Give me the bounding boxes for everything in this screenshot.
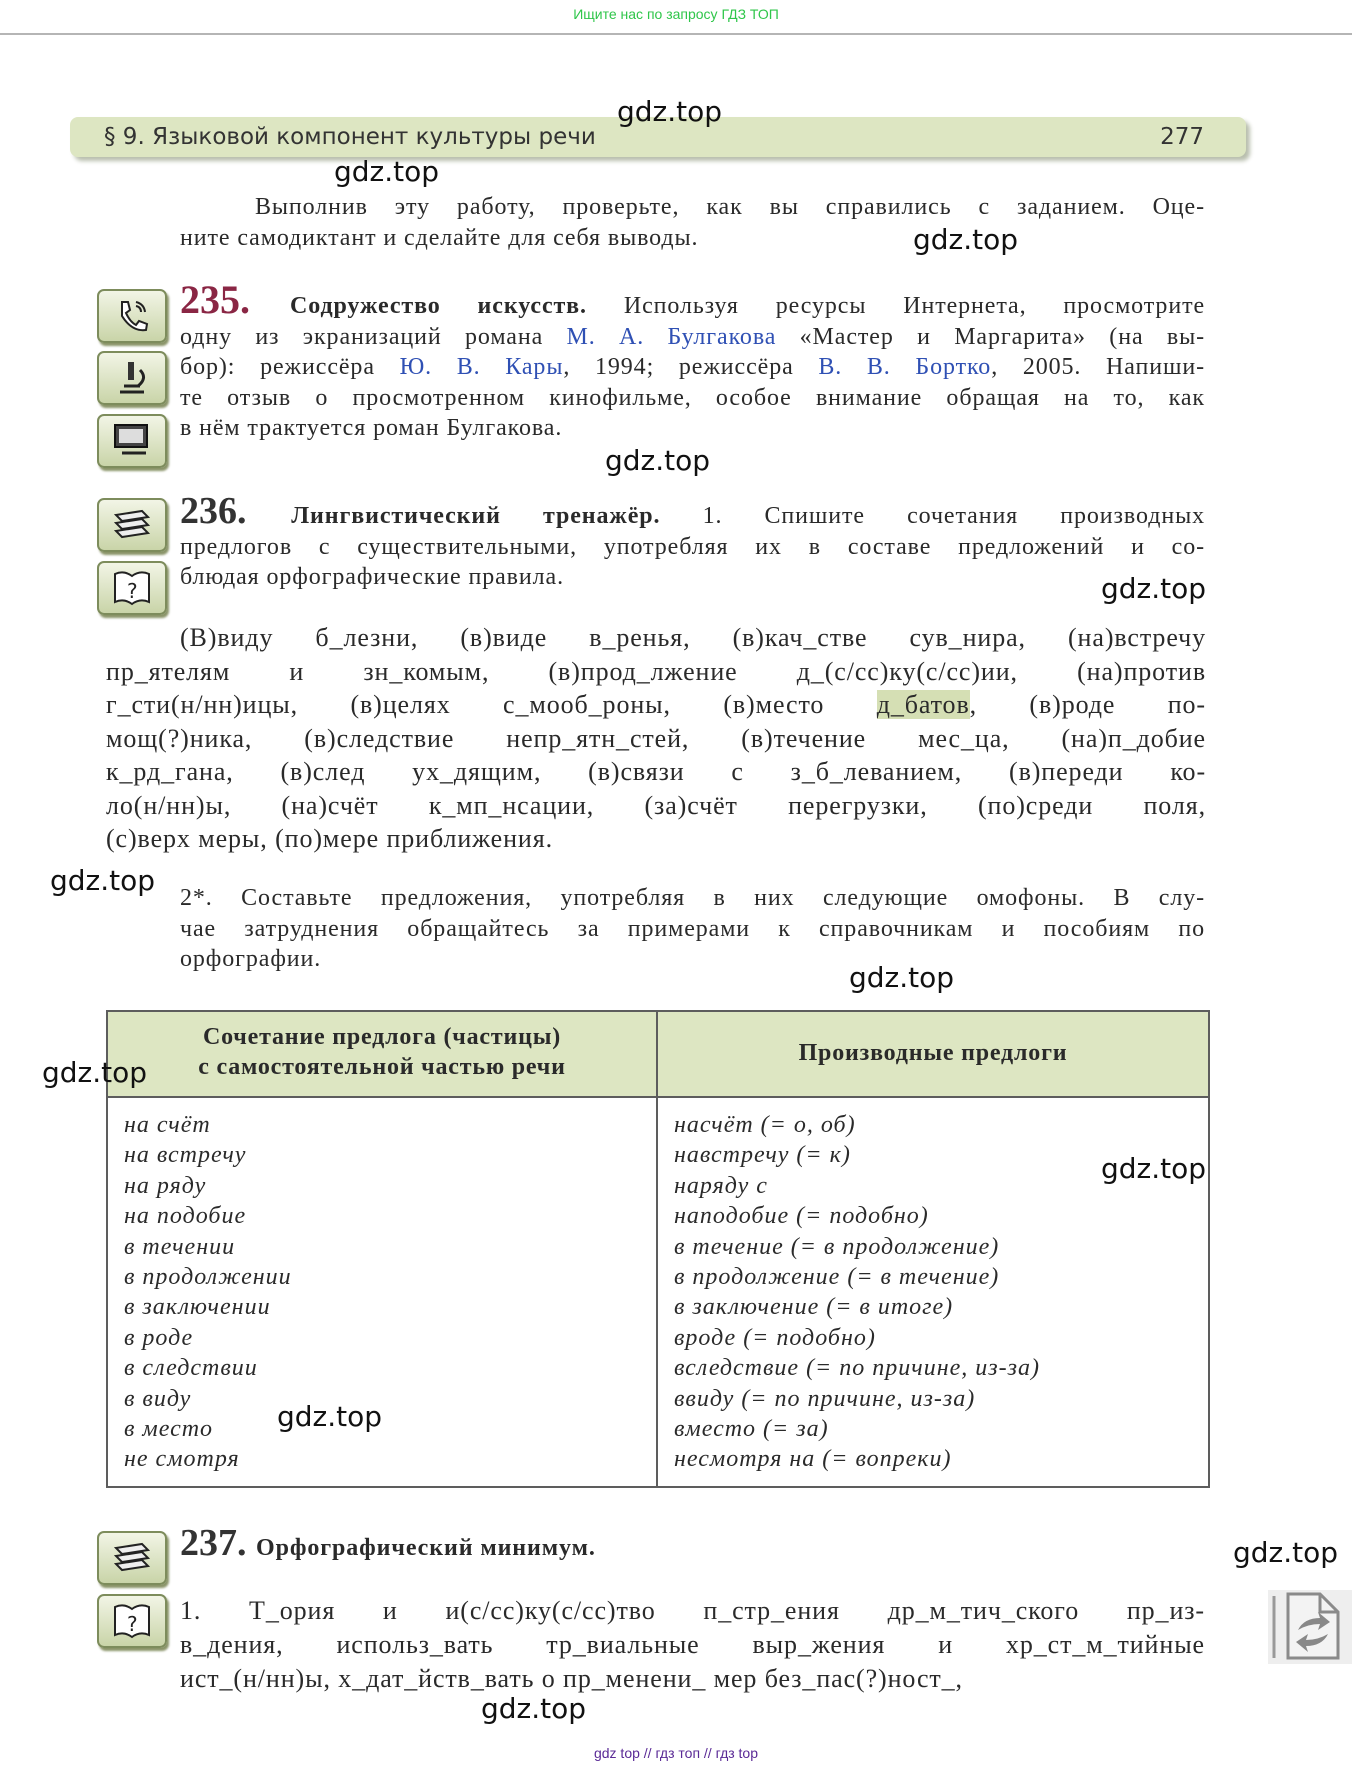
exercise-237-title [180, 1522, 1205, 1566]
table-cell-left: на счёт [124, 1112, 211, 1138]
text-line [180, 352, 1205, 383]
text-segment: блюдая орфографические правила. [180, 564, 564, 591]
watermark: gdz.top [481, 1692, 587, 1725]
text-line [180, 914, 1205, 945]
books-icon [97, 1531, 167, 1585]
text-line [106, 822, 1206, 856]
table-cell-left: в следствии [124, 1355, 258, 1382]
table-cell-right: в течение (= в продолжение) [674, 1233, 1000, 1260]
table-cell-left: не смотря [124, 1446, 240, 1473]
computer-icon [97, 414, 167, 468]
exercise-236 [180, 490, 1205, 593]
text-line [180, 223, 1205, 254]
text-segment: Используя ресурсы Интернета, просмотрите [586, 293, 1206, 319]
text-line [180, 322, 1205, 353]
table-cell-right: наряду с [674, 1172, 768, 1199]
text-line [180, 1628, 1205, 1662]
text-line [180, 1594, 1205, 1628]
table-cell-left: на подобие [124, 1203, 247, 1230]
footer-links[interactable]: gdz top // гдз топ // гдз top [593, 1745, 759, 1761]
watermark: gdz.top [1101, 1152, 1207, 1185]
text-line [180, 383, 1205, 414]
table-cell-left: на ряду [124, 1172, 207, 1199]
table-cell-right: вследствие (= по причине, из-за) [674, 1355, 1040, 1382]
exercise-number: 235. [180, 277, 290, 322]
table-cell-right: наподобие (= подобно) [674, 1203, 929, 1230]
text-line [180, 883, 1205, 914]
open-book-question-icon [97, 1594, 167, 1648]
text-segment: пр_ятелям и зн_комым, (в)прод_лжение д_(с/сс)ку(с/сс)ии, (на)против [106, 656, 1206, 686]
text-segment: Орфографический минимум. [256, 1535, 596, 1561]
divider [0, 33, 1352, 35]
document-refresh-icon [1268, 1590, 1352, 1664]
text-segment: Содружество искусств. [290, 293, 587, 319]
watermark: gdz.top [1233, 1536, 1339, 1569]
author-link[interactable]: В. В. Бортко [818, 354, 992, 381]
text-segment: одну из экранизаций романа [180, 323, 567, 350]
watermark: gdz.top [605, 444, 711, 477]
author-link[interactable]: Ю. В. Кары [399, 354, 564, 381]
watermark: gdz.top [617, 95, 723, 128]
table-cell-right: несмотря на (= вопреки) [674, 1446, 952, 1473]
svg-text:?: ? [127, 579, 138, 603]
text-segment: те отзыв о просмотренном кинофильме, особое внимание обращая на то, как [180, 384, 1205, 411]
text-segment: Лингвистический тренажёр. [291, 503, 661, 529]
text-segment: Выполнив эту работу, проверьте, как вы справились с заданием. Оце- [255, 194, 1205, 220]
text-segment: мощ(?)ника, (в)следствие непр_ятн_стей, (в)течение мес_ца, (на)п_добие [106, 723, 1206, 753]
text-segment: 1. Спишите сочетания производных [660, 503, 1205, 529]
homophones-table [106, 1010, 1210, 1488]
text-line [180, 944, 1205, 975]
text-segment: , (в)роде по- [969, 690, 1206, 719]
svg-text:?: ? [127, 1612, 138, 1636]
left-column [124, 1110, 292, 1475]
exercise-237 [180, 1594, 1205, 1696]
page-number: 277 [1160, 124, 1204, 150]
section-title: § 9. Языковой компонент культуры речи [104, 124, 596, 150]
watermark: gdz.top [42, 1056, 148, 1089]
table-cell-right: навстречу (= к) [674, 1142, 851, 1169]
table-cell-left: в место [124, 1416, 214, 1443]
watermark: gdz.top [277, 1400, 383, 1433]
watermark: gdz.top [913, 223, 1019, 256]
exercise-236-words [106, 621, 1206, 856]
text-segment: 2*. Составьте предложения, употребляя в них следующие омофоны. В слу- [180, 885, 1205, 911]
column-header-derived: Производные предлоги [798, 1040, 1068, 1066]
table-cell-left: на встречу [124, 1142, 247, 1169]
text-line [106, 655, 1206, 689]
text-segment: ните самодиктант и сделайте для себя выводы. [180, 224, 699, 251]
column-header-combination: Сочетание предлога (частицы) с самостоятельной частью речи [198, 1024, 566, 1080]
table-cell-right: насчёт (= о, об) [674, 1112, 856, 1138]
text-line [180, 277, 1206, 322]
table-cell-left: в заключении [124, 1294, 271, 1321]
table-cell-right: в продолжение (= в течение) [674, 1264, 1000, 1291]
text-segment: чае затруднения обращайтесь за примерами к справочникам и пособиям по [180, 915, 1205, 942]
watermark: gdz.top [50, 864, 156, 897]
text-line [180, 532, 1205, 563]
books-icon [97, 498, 167, 552]
search-banner[interactable]: Ищите нас по запросу ГДЗ ТОП [573, 6, 779, 22]
table-cell-right: вроде (= подобно) [674, 1324, 876, 1351]
text-segment: , 2005. Напиши- [991, 354, 1206, 381]
text-segment: д_батов [876, 690, 970, 719]
text-segment: г_сти(н/нн)ицы, (в)целях с_мооб_роны, (в)место [106, 690, 877, 719]
text-line [106, 688, 1206, 722]
text-line [180, 1522, 1205, 1566]
text-segment: (В)виду б_лезни, (в)виде в_ренья, (в)кач_стве сув_нира, (на)встречу [180, 623, 1206, 652]
intro-paragraph [180, 192, 1205, 253]
microscope-icon [97, 351, 167, 405]
text-segment: орфографии. [180, 946, 322, 973]
text-segment: ло(н/нн)ы, (на)счёт к_мп_нсации, (за)счёт перегрузки, (по)среди поля, [106, 790, 1206, 820]
right-column [674, 1110, 1040, 1475]
exercise-235 [180, 277, 1206, 444]
text-line [106, 755, 1206, 789]
author-link[interactable]: М. А. Булгакова [566, 323, 777, 350]
table-cell-left: в течении [124, 1233, 236, 1260]
watermark: gdz.top [334, 155, 440, 188]
text-segment: «Мастер и Маргарита» (на вы- [776, 323, 1206, 350]
table-cell-right: вместо (= за) [674, 1416, 829, 1443]
table-cell-left: в виду [124, 1385, 192, 1412]
exercise-number: 236. [180, 490, 292, 532]
text-segment: (с)верх меры, (по)мере приближения. [106, 824, 553, 853]
text-segment: в_дения, использ_вать тр_виальные выр_жения и хр_ст_м_тийные [180, 1630, 1205, 1659]
text-segment: 1. Т_ория и и(с/сс)ку(с/сс)тво п_стр_ения др_м_тич_ского пр_из- [180, 1596, 1205, 1625]
text-line [106, 722, 1206, 756]
text-segment: ист_(н/нн)ы, х_дат_йств_вать о пр_менени_ мер без_пас(?)ност_, [180, 1664, 963, 1693]
table-cell-right: в заключение (= в итоге) [674, 1294, 954, 1321]
text-line [180, 192, 1205, 223]
text-line [180, 562, 1205, 593]
text-segment: бор): режиссёра [180, 354, 400, 381]
text-line [180, 413, 1205, 444]
exercise-number: 237. [180, 1522, 256, 1564]
text-line [106, 789, 1206, 823]
text-segment: , 1994; режиссёра [563, 354, 819, 381]
text-segment: в нём трактуется роман Булгакова. [180, 415, 563, 442]
watermark: gdz.top [1101, 572, 1207, 605]
text-segment: к_рд_гана, (в)след ух_дящим, (в)связи с з_б_леванием, (в)переди ко- [106, 757, 1206, 786]
watermark: gdz.top [849, 961, 955, 994]
text-line [180, 490, 1205, 532]
text-line [106, 621, 1206, 655]
column-divider [656, 1012, 658, 1486]
table-cell-left: в роде [124, 1324, 194, 1351]
table-cell-left: в продолжении [124, 1264, 292, 1291]
page-convert-button[interactable] [1268, 1590, 1352, 1664]
phone-icon [97, 289, 167, 343]
exercise-236-task2 [180, 883, 1205, 975]
open-book-question-icon [97, 561, 167, 615]
table-cell-right: ввиду (= по причине, из-за) [674, 1385, 976, 1412]
text-segment: предлогов с существительными, употребляя их в составе предложений и со- [180, 533, 1205, 560]
text-line [180, 1662, 1205, 1696]
